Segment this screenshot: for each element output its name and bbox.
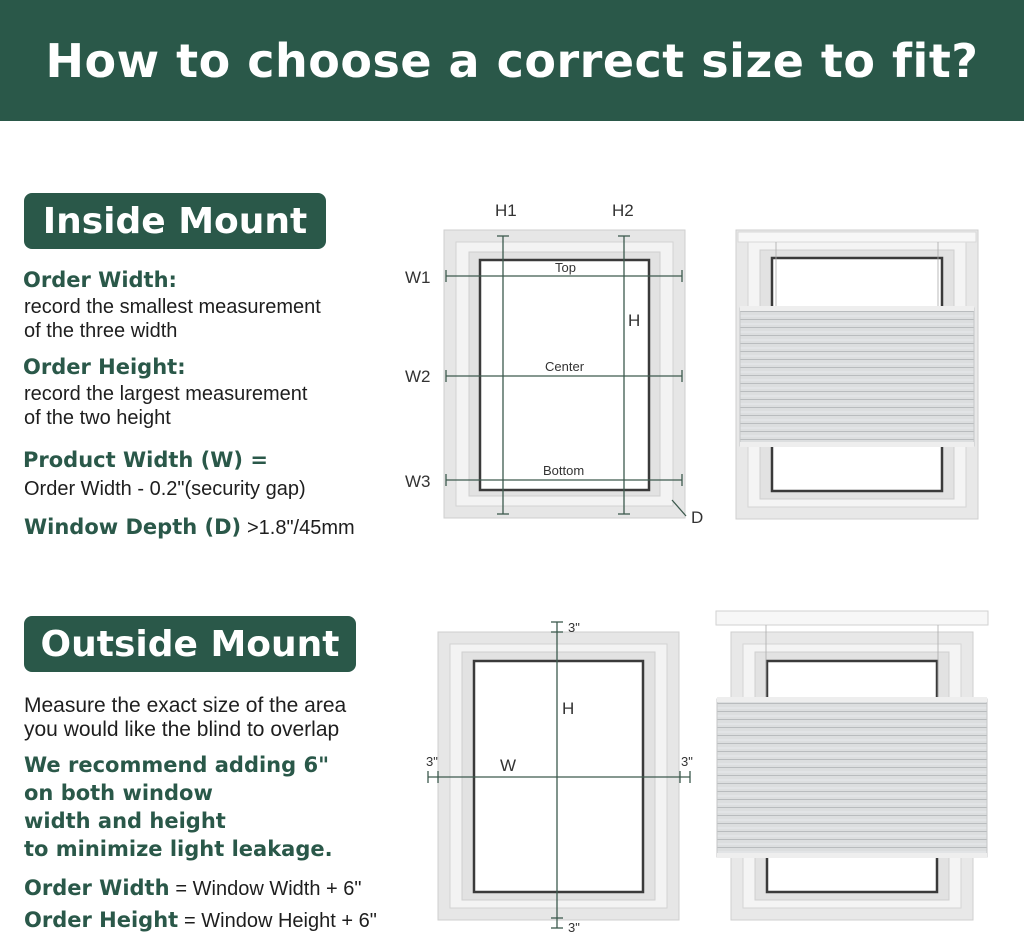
label-h2: H2	[612, 201, 634, 220]
outside-order-height-label: Order Height	[24, 908, 179, 932]
label-top: Top	[555, 260, 576, 275]
product-width-label: Product Width (W) =	[23, 448, 268, 472]
label-left-gap: 3"	[426, 754, 438, 769]
label-bottom: Bottom	[543, 463, 585, 478]
order-width-line2: of the three width	[24, 320, 178, 342]
outside-desc-line2: you would like the blind to overlap	[24, 718, 340, 741]
label-w3: W3	[405, 472, 431, 491]
outside-order-width-label: Order Width	[24, 876, 170, 900]
window-depth-label: Window Depth (D)	[24, 515, 242, 539]
product-width-formula: Order Width - 0.2"(security gap)	[24, 478, 306, 500]
recommend-line1: We recommend adding 6"	[24, 753, 330, 777]
label-center: Center	[545, 359, 585, 374]
label-top-gap: 3"	[568, 620, 580, 635]
label-h1: H1	[495, 201, 517, 220]
label-bottom-gap: 3"	[568, 920, 580, 935]
order-width-line1: record the smallest measurement	[24, 296, 321, 318]
recommend-line4: to minimize light leakage.	[24, 837, 333, 861]
label-w2: W2	[405, 367, 431, 386]
page-title: How to choose a correct size to fit?	[45, 33, 979, 88]
order-height-line1: record the largest measurement	[24, 383, 308, 405]
outside-mount-badge: Outside Mount	[24, 616, 356, 672]
label-outside-h: H	[562, 699, 575, 718]
outside-window-diagram	[438, 632, 679, 920]
order-width-label: Order Width:	[23, 268, 177, 292]
window-depth-value: >1.8"/45mm	[246, 517, 355, 539]
recommend-line2: on both window	[24, 781, 213, 805]
label-right-gap: 3"	[681, 754, 693, 769]
label-h: H	[628, 311, 641, 330]
inside-shade-window	[736, 230, 978, 519]
label-d: D	[691, 508, 704, 527]
outside-order-width-formula: = Window Width + 6"	[175, 878, 362, 900]
order-height-label: Order Height:	[23, 355, 186, 379]
label-w1: W1	[405, 268, 431, 287]
order-height-line2: of the two height	[24, 407, 171, 429]
label-outside-w: W	[500, 756, 517, 775]
outside-order-height-formula: = Window Height + 6"	[184, 910, 377, 932]
recommend-line3: width and height	[24, 809, 226, 833]
outside-shade-window	[716, 611, 988, 920]
outside-desc-line1: Measure the exact size of the area	[24, 694, 347, 717]
inside-mount-badge: Inside Mount	[24, 193, 326, 249]
